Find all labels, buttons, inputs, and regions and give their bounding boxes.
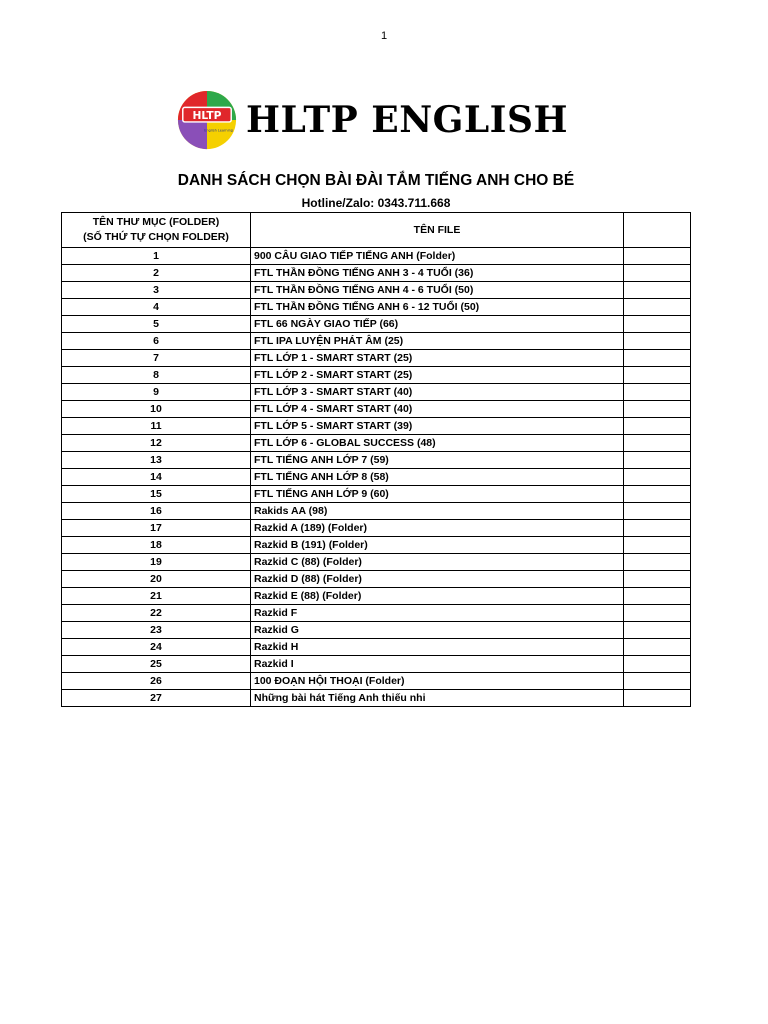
file-name-cell: FTL LỚP 3 - SMART START (40): [251, 384, 624, 401]
empty-cell: [624, 469, 691, 486]
empty-cell: [624, 690, 691, 707]
column-header-folder-line2: (SỐ THỨ TỰ CHỌN FOLDER): [83, 231, 229, 243]
empty-cell: [624, 350, 691, 367]
table-row: [62, 503, 691, 520]
file-name-cell: Razkid C (88) (Folder): [251, 554, 624, 571]
file-name-cell: FTL TIẾNG ANH LỚP 9 (60): [251, 486, 624, 503]
table-row: [62, 299, 691, 316]
empty-cell: [624, 333, 691, 350]
column-header-folder-line1: TÊN THƯ MỤC (FOLDER): [92, 216, 220, 228]
folder-number-cell: 23: [62, 622, 251, 639]
file-name-cell: Razkid B (191) (Folder): [251, 537, 624, 554]
table-row: [62, 673, 691, 690]
table-row: [62, 622, 691, 639]
folder-number-cell: 22: [62, 605, 251, 622]
file-name-cell: FTL LỚP 2 - SMART START (25): [251, 367, 624, 384]
empty-cell: [624, 503, 691, 520]
empty-cell: [624, 248, 691, 265]
empty-cell: [624, 486, 691, 503]
file-name-cell: FTL THẦN ĐỒNG TIẾNG ANH 4 - 6 TUỔI (50): [251, 282, 624, 299]
empty-cell: [624, 605, 691, 622]
folder-number-cell: 25: [62, 656, 251, 673]
column-header-folder: [62, 213, 251, 248]
folder-number-cell: 20: [62, 571, 251, 588]
file-name-cell: FTL LỚP 4 - SMART START (40): [251, 401, 624, 418]
table-row: [62, 265, 691, 282]
file-name-cell: 900 CÂU GIAO TIẾP TIẾNG ANH (Folder): [251, 248, 624, 265]
table-row: [62, 486, 691, 503]
folder-number-cell: 17: [62, 520, 251, 537]
empty-cell: [624, 367, 691, 384]
file-name-cell: Razkid H: [251, 639, 624, 656]
folder-number-cell: 11: [62, 418, 251, 435]
empty-cell: [624, 622, 691, 639]
empty-cell: [624, 418, 691, 435]
file-list-table: [61, 212, 691, 707]
empty-cell: [624, 639, 691, 656]
folder-number-cell: 16: [62, 503, 251, 520]
svg-text:English Learning: English Learning: [204, 128, 233, 133]
table-row: [62, 316, 691, 333]
file-name-cell: Razkid F: [251, 605, 624, 622]
column-header-extra: [624, 213, 691, 248]
empty-cell: [624, 452, 691, 469]
folder-number-cell: 10: [62, 401, 251, 418]
table-row: [62, 435, 691, 452]
file-name-cell: FTL LỚP 6 - GLOBAL SUCCESS (48): [251, 435, 624, 452]
file-name-cell: Razkid E (88) (Folder): [251, 588, 624, 605]
empty-cell: [624, 588, 691, 605]
file-name-cell: Rakids AA (98): [251, 503, 624, 520]
hotline-text: Hotline/Zalo: 0343.711.668: [301, 196, 451, 210]
table-row: [62, 639, 691, 656]
folder-number-cell: 2: [62, 265, 251, 282]
brand-name: HLTP ENGLISH: [246, 99, 569, 141]
folder-number-cell: 27: [62, 690, 251, 707]
table-row: [62, 537, 691, 554]
folder-number-cell: 26: [62, 673, 251, 690]
table-row: [62, 333, 691, 350]
folder-number-cell: 6: [62, 333, 251, 350]
folder-number-cell: 3: [62, 282, 251, 299]
folder-number-cell: 8: [62, 367, 251, 384]
empty-cell: [624, 299, 691, 316]
empty-cell: [624, 282, 691, 299]
table-row: [62, 384, 691, 401]
file-name-cell: FTL LỚP 1 - SMART START (25): [251, 350, 624, 367]
table-row: [62, 571, 691, 588]
folder-number-cell: 15: [62, 486, 251, 503]
folder-number-cell: 18: [62, 537, 251, 554]
empty-cell: [624, 554, 691, 571]
file-name-cell: Razkid D (88) (Folder): [251, 571, 624, 588]
table-row: [62, 554, 691, 571]
table-row: [62, 588, 691, 605]
file-name-cell: FTL THẦN ĐỒNG TIẾNG ANH 3 - 4 TUỔI (36): [251, 265, 624, 282]
table-row: [62, 605, 691, 622]
table-row: [62, 350, 691, 367]
column-header-file: TÊN FILE: [251, 213, 624, 248]
file-name-cell: FTL IPA LUYỆN PHÁT ÂM (25): [251, 333, 624, 350]
empty-cell: [624, 316, 691, 333]
file-name-cell: Razkid A (189) (Folder): [251, 520, 624, 537]
file-name-cell: FTL LỚP 5 - SMART START (39): [251, 418, 624, 435]
folder-number-cell: 9: [62, 384, 251, 401]
hltp-logo: [176, 89, 238, 151]
empty-cell: [624, 435, 691, 452]
folder-number-cell: 14: [62, 469, 251, 486]
folder-number-cell: 21: [62, 588, 251, 605]
folder-number-cell: 1: [62, 248, 251, 265]
table-row: [62, 418, 691, 435]
folder-number-cell: 13: [62, 452, 251, 469]
folder-number-cell: 7: [62, 350, 251, 367]
empty-cell: [624, 401, 691, 418]
table-row: [62, 469, 691, 486]
table-header-row: [62, 213, 691, 248]
table-row: [62, 520, 691, 537]
table-row: [62, 656, 691, 673]
table-row: [62, 690, 691, 707]
file-name-cell: Razkid I: [251, 656, 624, 673]
file-name-cell: Razkid G: [251, 622, 624, 639]
empty-cell: [624, 384, 691, 401]
file-name-cell: FTL THẦN ĐỒNG TIẾNG ANH 6 - 12 TUỔI (50): [251, 299, 624, 316]
file-name-cell: FTL 66 NGÀY GIAO TIẾP (66): [251, 316, 624, 333]
table-row: [62, 282, 691, 299]
file-name-cell: FTL TIẾNG ANH LỚP 8 (58): [251, 469, 624, 486]
brand-header: [176, 88, 568, 152]
empty-cell: [624, 673, 691, 690]
table-row: [62, 401, 691, 418]
svg-text:HLTP: HLTP: [192, 109, 222, 123]
table-body: [62, 248, 691, 707]
empty-cell: [624, 571, 691, 588]
file-name-cell: 100 ĐOẠN HỘI THOẠI (Folder): [251, 673, 624, 690]
folder-number-cell: 12: [62, 435, 251, 452]
table-row: [62, 367, 691, 384]
table-row: [62, 452, 691, 469]
empty-cell: [624, 520, 691, 537]
document-title: DANH SÁCH CHỌN BÀI ĐÀI TẮM TIẾNG ANH CHO BÉ: [177, 172, 575, 189]
folder-number-cell: 19: [62, 554, 251, 571]
table-row: [62, 248, 691, 265]
folder-number-cell: 24: [62, 639, 251, 656]
page-number: 1: [380, 30, 388, 42]
folder-number-cell: 5: [62, 316, 251, 333]
empty-cell: [624, 537, 691, 554]
folder-number-cell: 4: [62, 299, 251, 316]
file-name-cell: FTL TIẾNG ANH LỚP 7 (59): [251, 452, 624, 469]
file-name-cell: Những bài hát Tiếng Anh thiếu nhi: [251, 690, 624, 707]
empty-cell: [624, 656, 691, 673]
empty-cell: [624, 265, 691, 282]
